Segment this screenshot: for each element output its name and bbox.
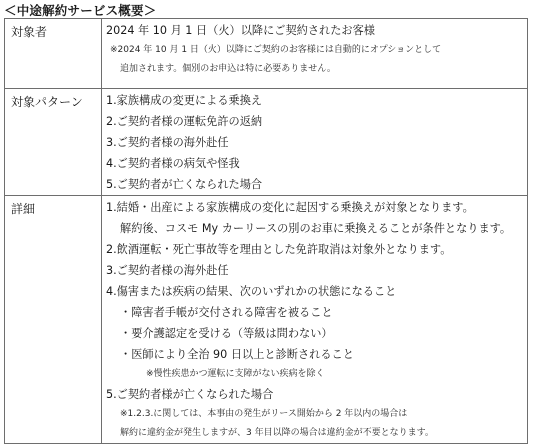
detail-item-1-continued: 解約後、コスモ My カーリースの別のお車に乗換えることが条件となります。 <box>120 222 512 235</box>
detail-item-1: 1.結婚・出産による家族構成の変化に起因する乗換えが対象となります。 <box>106 201 474 214</box>
target-main: 2024 年 10 月 1 日（火）以降にご契約されたお客様 <box>106 24 375 37</box>
detail-bullet-note: ※慢性疾患かつ運転に支障がない疾病を除く <box>146 369 325 379</box>
content-details <box>102 196 528 444</box>
service-overview-table <box>4 18 528 444</box>
pattern-item: 1.家族構成の変更による乗換え <box>106 94 263 107</box>
label-patterns: 対象パターン <box>5 89 102 196</box>
row-details <box>5 196 528 444</box>
row-target <box>5 19 528 89</box>
detail-bullet: ・医師により全治 90 日以上と診断されること <box>120 348 354 361</box>
target-note-2: 追加されます。個別のお申込は特に必要ありません。 <box>120 64 336 74</box>
content-target <box>102 19 528 89</box>
detail-item-5: 5.ご契約者様が亡くなられた場合 <box>106 388 274 401</box>
label-details: 詳細 <box>5 196 102 444</box>
label-target: 対象者 <box>5 19 102 89</box>
detail-bullet: ・障害者手帳が交付される障害を被ること <box>120 306 333 319</box>
detail-note-1: ※1.2.3.に関しては、本事由の発生がリース開始から 2 年以内の場合は <box>120 409 408 419</box>
detail-note-2: 解約に違約金が発生しますが、3 年目以降の場合は違約金が不要となります。 <box>120 428 434 438</box>
pattern-item: 2.ご契約者様の運転免許の返納 <box>106 115 263 128</box>
pattern-item: 5.ご契約者が亡くなられた場合 <box>106 178 263 191</box>
pattern-item: 4.ご契約者様の病気や怪我 <box>106 157 240 170</box>
detail-bullet: ・要介護認定を受ける（等級は問わない） <box>120 327 333 340</box>
detail-item-4: 4.傷害または疾病の結果、次のいずれかの状態になること <box>106 285 397 298</box>
detail-item-3: 3.ご契約者様の海外赴任 <box>106 264 229 277</box>
target-note-1: ※2024 年 10 月 1 日（火）以降にご契約のお客様には自動的にオプションとして <box>110 45 442 55</box>
content-patterns <box>102 89 528 196</box>
section-heading: ＜中途解約サービス概要＞ <box>4 3 157 18</box>
pattern-item: 3.ご契約者様の海外赴任 <box>106 136 229 149</box>
detail-item-2: 2.飲酒運転・死亡事故等を理由とした免許取消は対象外となります。 <box>106 243 452 256</box>
row-patterns <box>5 89 528 196</box>
